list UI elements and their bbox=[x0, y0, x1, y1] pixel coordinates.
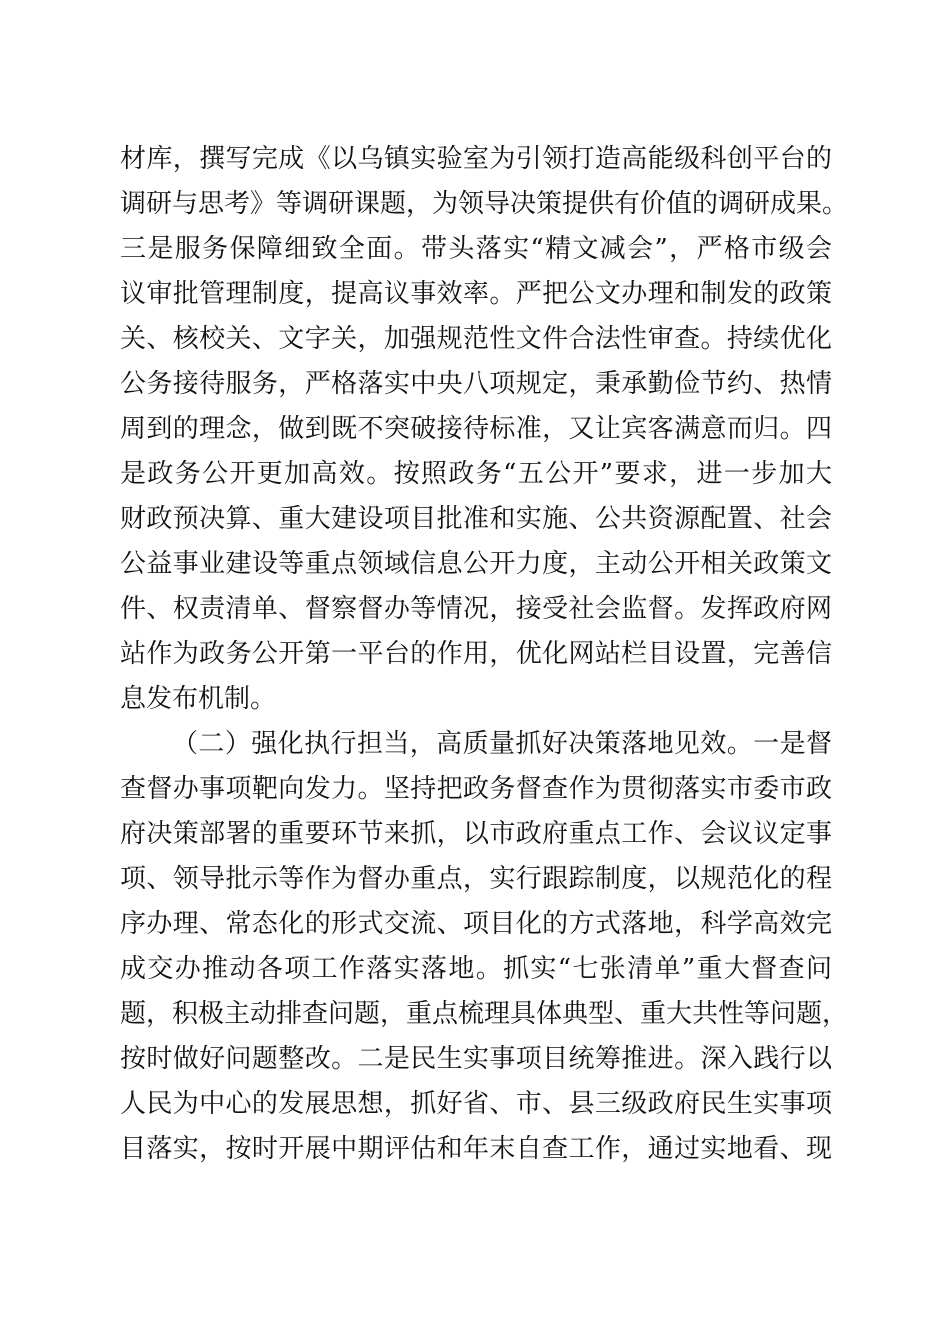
document-body bbox=[120, 137, 849, 1172]
text-line: 序办理、常态化的形式交流、项目化的方式落地，科学高效完 bbox=[120, 909, 832, 939]
text-line: 成交办推动各项工作落实落地。抓实“七张清单”重大督查问 bbox=[120, 954, 832, 984]
text-line: 材库，撰写完成《以乌镇实验室为引领打造高能级科创平台的 bbox=[120, 144, 832, 174]
text-line: 周到的理念，做到既不突破接待标准，又让宾客满意而归。四 bbox=[120, 414, 832, 444]
text-line: 人民为中心的发展思想，抓好省、市、县三级政府民生实事项 bbox=[120, 1089, 832, 1119]
text-line: 项、领导批示等作为督办重点，实行跟踪制度，以规范化的程 bbox=[120, 864, 832, 894]
text-line: 按时做好问题整改。二是民生实事项目统筹推进。深入践行以 bbox=[120, 1044, 832, 1074]
text-line: 关、核校关、文字关，加强规范性文件合法性审查。持续优化 bbox=[120, 324, 832, 354]
text-line: 公益事业建设等重点领域信息公开力度，主动公开相关政策文 bbox=[120, 549, 832, 579]
text-line: 府决策部署的重要环节来抓，以市政府重点工作、会议议定事 bbox=[120, 819, 832, 849]
paragraph-1 bbox=[120, 137, 849, 722]
section-heading-line: （二）强化执行担当，高质量抓好决策落地见效。一是督 bbox=[172, 729, 832, 759]
text-line: 调研与思考》等调研课题，为领导决策提供有价值的调研成果。 bbox=[120, 189, 849, 219]
text-line: 公务接待服务，严格落实中央八项规定，秉承勤俭节约、热情 bbox=[120, 369, 832, 399]
text-line: 息发布机制。 bbox=[120, 684, 277, 714]
text-line: 议审批管理制度，提高议事效率。严把公文办理和制发的政策 bbox=[120, 279, 832, 309]
paragraph-2 bbox=[120, 722, 849, 1172]
text-line: 三是服务保障细致全面。带头落实“精文减会”，严格市级会 bbox=[120, 234, 832, 264]
text-line: 站作为政务公开第一平台的作用，优化网站栏目设置，完善信 bbox=[120, 639, 832, 669]
text-line: 财政预决算、重大建设项目批准和实施、公共资源配置、社会 bbox=[120, 504, 832, 534]
text-line: 题，积极主动排查问题，重点梳理具体典型、重大共性等问题， bbox=[120, 999, 849, 1029]
text-line: 件、权责清单、督察督办等情况，接受社会监督。发挥政府网 bbox=[120, 594, 832, 624]
text-line: 目落实，按时开展中期评估和年末自查工作，通过实地看、现 bbox=[120, 1134, 832, 1164]
text-line: 是政务公开更加高效。按照政务“五公开”要求，进一步加大 bbox=[120, 459, 832, 489]
text-line: 查督办事项靶向发力。坚持把政务督查作为贯彻落实市委市政 bbox=[120, 774, 832, 804]
